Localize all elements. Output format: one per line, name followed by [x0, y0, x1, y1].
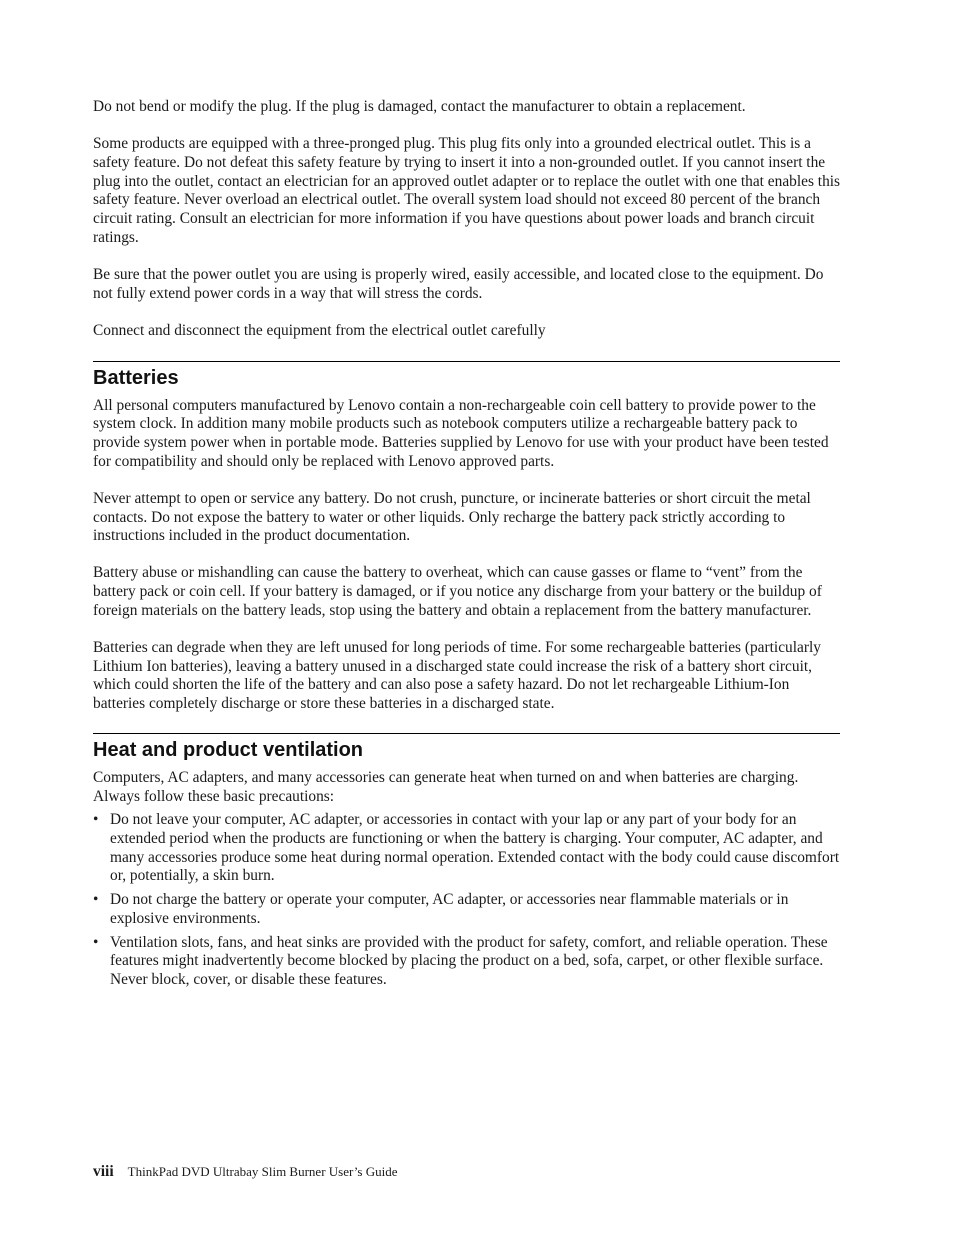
section-divider-heat — [93, 733, 840, 734]
paragraph-connect-disconnect: Connect and disconnect the equipment from the electrical outlet carefully — [93, 321, 546, 339]
list-item-text: Ventilation slots, fans, and heat sinks are provided with the product for safety, comfort, and reliable operation. These features might inadvertently become blocked by placing the product on a bed, sofa, carpet, or other flexible surface. Never block, cover, or disable these features. — [110, 933, 828, 988]
list-item — [93, 891, 841, 928]
list-item — [93, 811, 841, 886]
precautions-list — [93, 811, 841, 989]
paragraph-plug-damage: Do not bend or modify the plug. If the plug is damaged, contact the manufacturer to obtain a replacement. — [93, 98, 746, 115]
bullet-icon: • — [93, 891, 99, 909]
paragraph-batteries-4: Batteries can degrade when they are left unused for long periods of time. For some rechargeable batteries (particularly Lithium Ion batteries), leaving a battery unused in a discharged state could increase the risk of a battery short circuit, which could shorten the life of the battery and can also pose a safety hazard. Do not let rechargeable Lithium-Ion batteries completely discharge or store these batteries in a discharged state. — [93, 639, 821, 713]
paragraph-heat-intro: Computers, AC adapters, and many accessories can generate heat when turned on and when batteries are charging. Always follow these basic precautions: — [93, 768, 799, 805]
paragraph-three-pronged-plug: Some products are equipped with a three-pronged plug. This plug fits only into a grounded electrical outlet. This is a safety feature. Do not defeat this safety feature by trying to insert it into a non-grounded outlet. If you cannot insert the plug into the outlet, contact an electrician for an approved outlet adapter or to replace the outlet with one that enables this safety feature. Never overload an electrical outlet. The overall system load should not exceed 80 percent of the branch circuit rating. Consult an electrician for more information if you have questions about power loads and branch circuit ratings. — [93, 135, 841, 246]
heading-batteries: Batteries — [93, 366, 179, 389]
document-title: ThinkPad DVD Ultrabay Slim Burner User’s Guide — [127, 1164, 398, 1179]
page-number: viii — [93, 1163, 114, 1180]
paragraph-batteries-1: All personal computers manufactured by Lenovo contain a non-rechargeable coin cell battery to provide power to the system clock. In addition many mobile products such as notebook computers utilize a rechargeable battery pack to provide system power when in portable mode. Batteries supplied by Lenovo for use with your product have been tested for compatibility and should only be replaced with Lenovo approved parts. — [93, 396, 829, 470]
paragraph-batteries-3: Battery abuse or mishandling can cause the battery to overheat, which can cause gasses or flame to “vent” from the battery pack or coin cell. If your battery is damaged, or if you notice any discharge from your battery or the buildup of foreign materials on the battery leads, stop using the battery and obtain a replacement from the battery manufacturer. — [93, 564, 822, 619]
paragraph-power-outlet: Be sure that the power outlet you are using is properly wired, easily accessible, and located close to the equipment. Do not fully extend power cords in a way that will stress the cords. — [93, 265, 824, 302]
list-item-text: Do not charge the battery or operate your computer, AC adapter, or accessories near flammable materials or in explosive environments. — [110, 891, 789, 927]
list-item — [93, 934, 841, 990]
page-body — [93, 98, 841, 990]
paragraph-batteries-2: Never attempt to open or service any battery. Do not crush, puncture, or incinerate batteries or short circuit the metal contacts. Do not expose the battery to water or other liquids. Only recharge the battery pack strictly according to instructions included in the product documentation. — [93, 489, 811, 545]
section-divider-batteries — [93, 361, 840, 362]
page-footer — [93, 1162, 398, 1182]
bullet-icon: • — [93, 811, 99, 829]
bullet-icon: • — [93, 933, 99, 951]
list-item-text: Do not leave your computer, AC adapter, or accessories in contact with your lap or any part of your body for an extended period when the products are functioning or when the battery is charging. Your computer, AC adapter, and many accessories produce some heat during normal operation. Extended contact with the body could cause discomfort or, potentially, a skin burn. — [110, 811, 840, 885]
heading-heat-ventilation: Heat and product ventilation — [93, 738, 364, 761]
